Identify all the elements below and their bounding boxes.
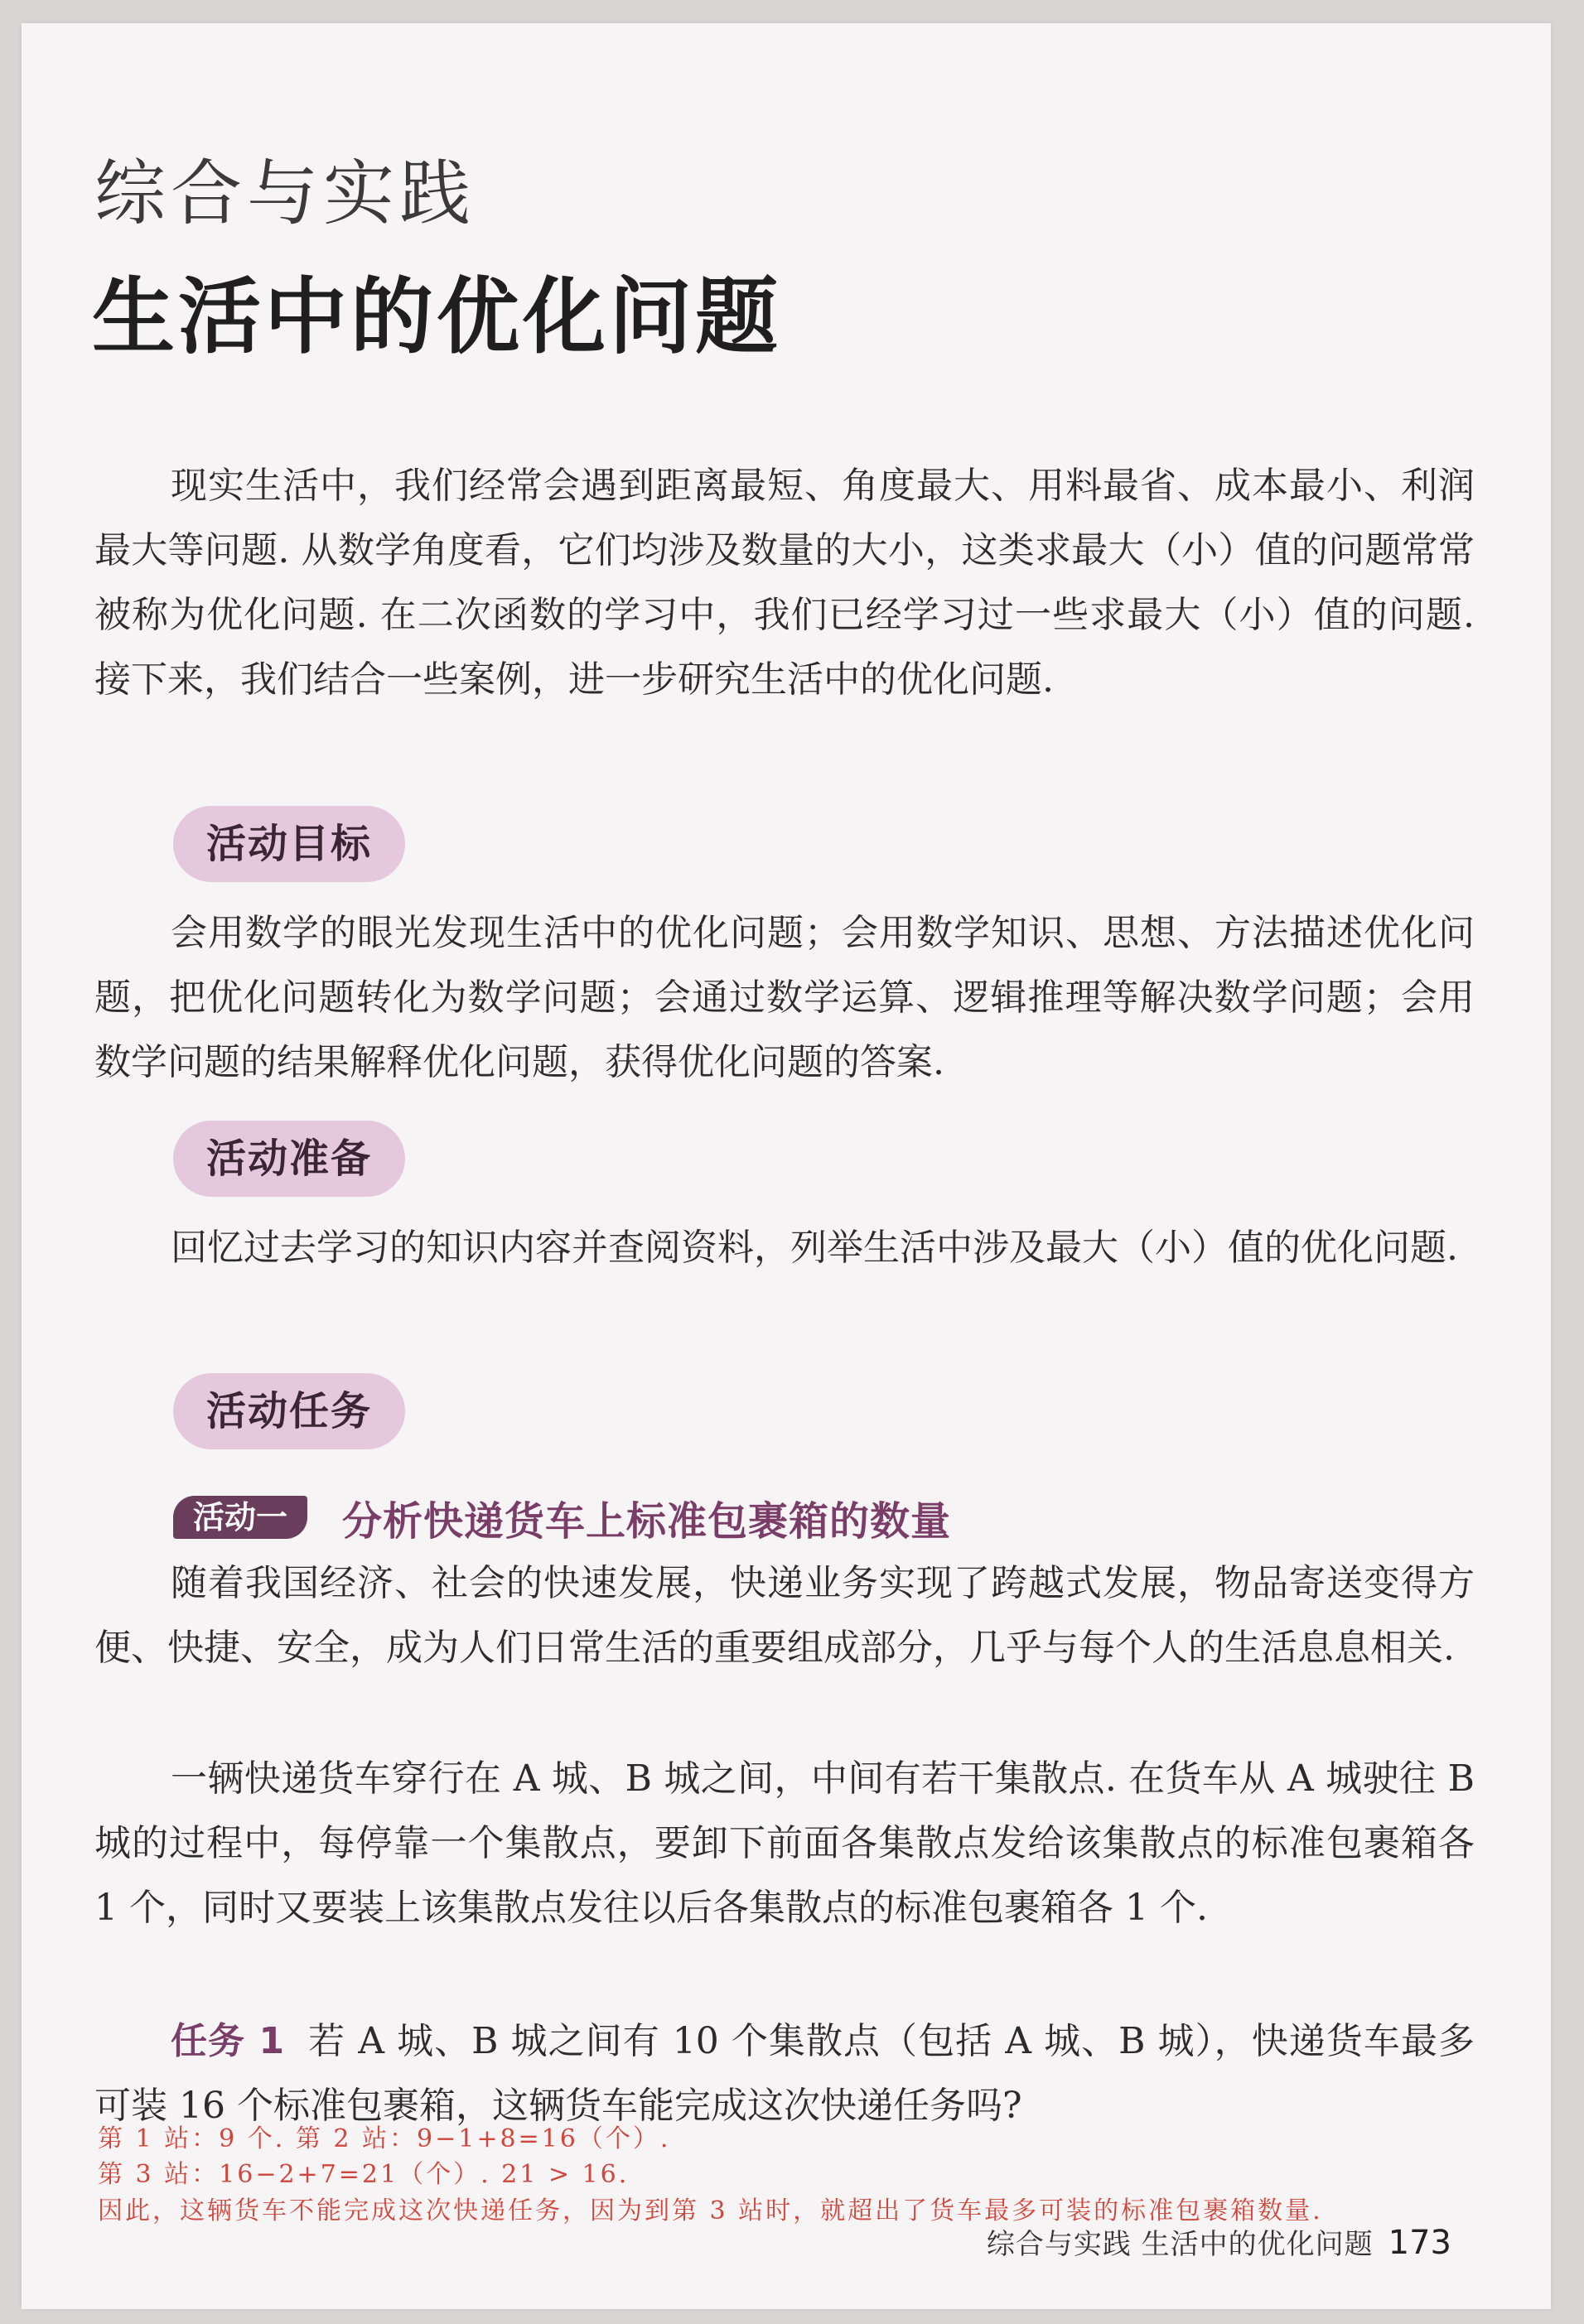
activity-tag: 活动一	[173, 1496, 307, 1539]
handwritten-answer-line-1: 第 1 站：9 个. 第 2 站：9−1+8=16（个）.	[98, 2124, 671, 2153]
goals-paragraph: 会用数学的眼光发现生活中的优化问题；会用数学知识、思想、方法描述优化问题，把优化问题转化为数学问题；会通过数学运算、逻辑推理等解决数学问题；会用数学问题的结果解释优化问题，获得优化问题的答案.	[94, 912, 1475, 1083]
footer-running-title: 综合与实践 生活中的优化问题	[986, 2228, 1374, 2261]
activity-paragraph-2: 一辆快递货车穿行在 A 城、B 城之间，中间有若干集散点. 在货车从 A 城驶往 B 城的过程中，每停靠一个集散点，要卸下前面各集散点发给该集散点的标准包裹箱各 1 个，同时又要装上该集散点发往以后各集散点的标准包裹箱各 1 个.	[94, 1757, 1475, 1929]
page-title: 生活中的优化问题	[92, 268, 781, 365]
page-footer	[987, 2221, 1451, 2262]
task-1-text: 若 A 城、B 城之间有 10 个集散点（包括 A 城、B 城），快递货车最多可装 16 个标准包裹箱，这辆货车能完成这次快递任务吗?	[94, 2020, 1475, 2127]
page-number: 173	[1388, 2224, 1451, 2262]
prep-paragraph: 回忆过去学习的知识内容并查阅资料，列举生活中涉及最大（小）值的优化问题.	[171, 1227, 1458, 1269]
activity-paragraph-1: 随着我国经济、社会的快速发展，快递业务实现了跨越式发展，物品寄送变得方便、快捷、安全，成为人们日常生活的重要组成部分，几乎与每个人的生活息息相关.	[94, 1562, 1475, 1669]
intro-paragraph: 现实生活中，我们经常会遇到距离最短、角度最大、用料最省、成本最小、利润最大等问题. 从数学角度看，它们均涉及数量的大小，这类求最大（小）值的问题常常被称为优化问题. 在二次函数的学习中，我们已经学习过一些求最大（小）值的问题. 接下来，我们结合一些案例，进一步研究生活中的优化问题.	[94, 465, 1475, 701]
activity-title: 分析快递货车上标准包裹箱的数量	[342, 1497, 952, 1545]
section-kicker: 综合与实践	[94, 152, 476, 235]
textbook-page	[22, 23, 1551, 2309]
activity-one-header	[173, 1492, 952, 1545]
handwritten-answer-line-3: 因此，这辆货车不能完成这次快递任务，因为到第 3 站时，就超出了货车最多可装的标准包裹箱数量.	[98, 2196, 1323, 2225]
handwritten-answer-line-2: 第 3 站：16−2+7=21（个）. 21 > 16.	[98, 2160, 630, 2189]
task-1-label: 任务 1	[171, 2020, 285, 2062]
tasks-heading: 活动任务	[173, 1373, 405, 1449]
task-1-paragraph	[94, 2009, 1475, 2138]
prep-heading: 活动准备	[173, 1121, 405, 1197]
goals-heading: 活动目标	[173, 806, 405, 882]
